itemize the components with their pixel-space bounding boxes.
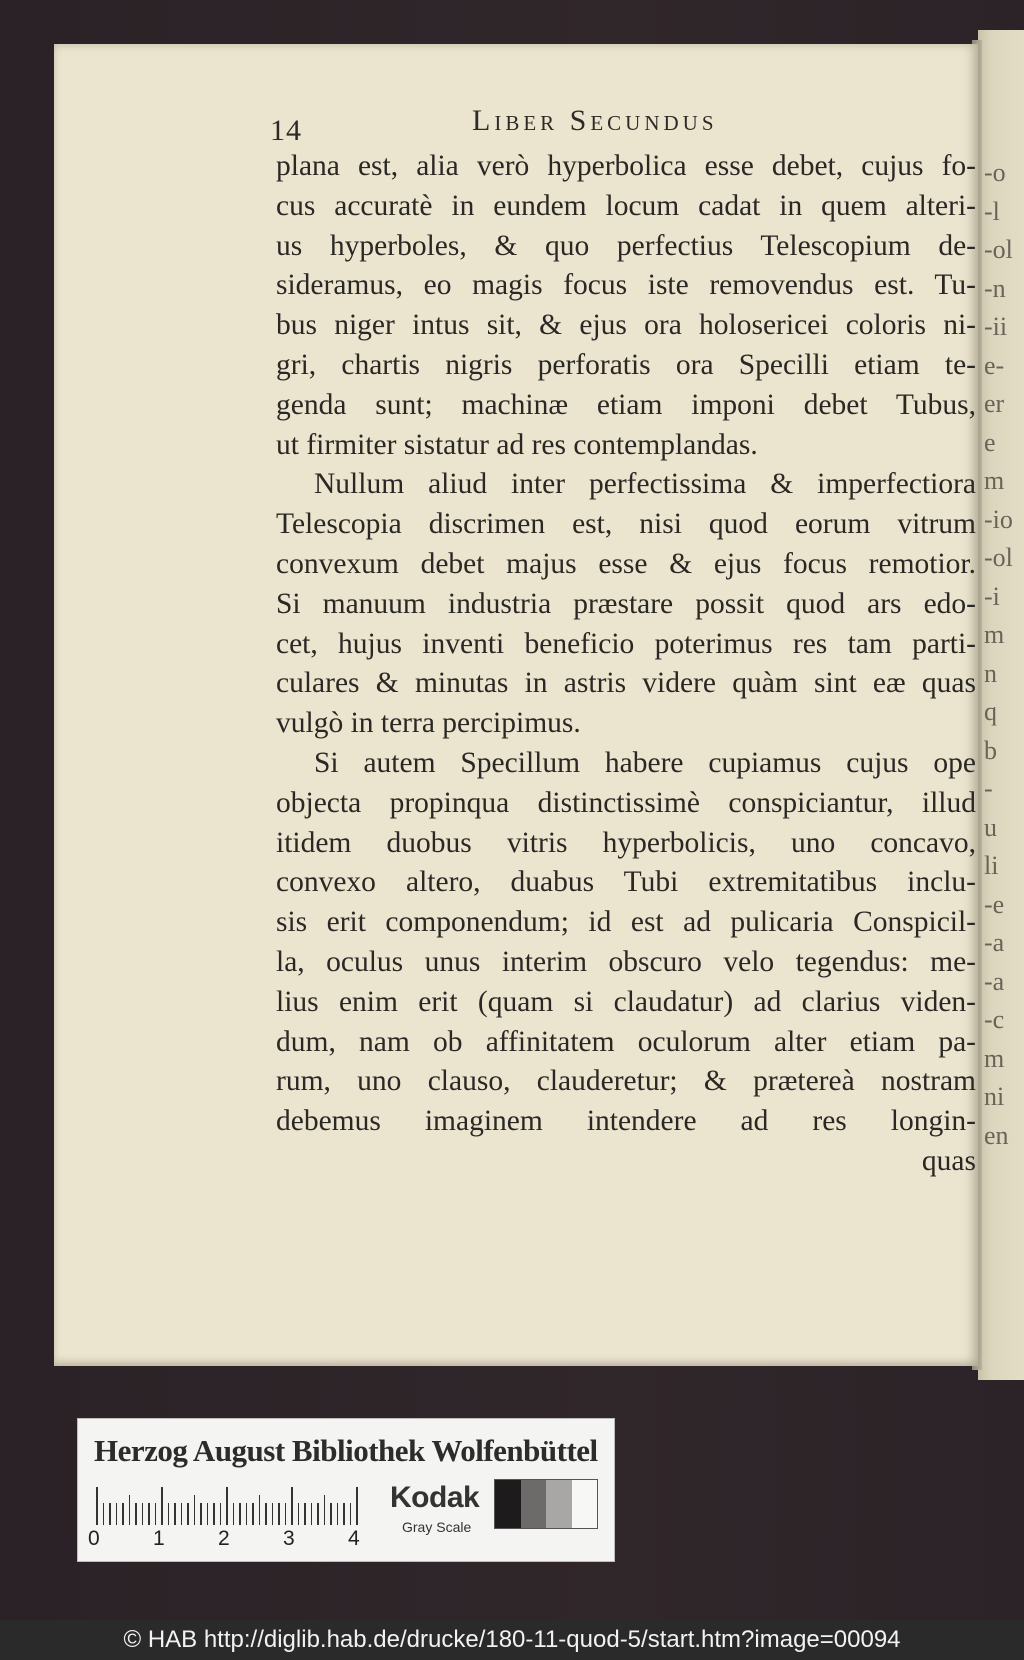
ruler-tick	[226, 1487, 228, 1525]
ruler-tick	[155, 1503, 157, 1525]
next-page-fragment: b	[984, 735, 997, 765]
ruler-tick	[109, 1503, 111, 1525]
next-page-fragment: -c	[984, 1005, 1005, 1034]
text-line: itidem duobus vitris hyperbolicis, uno concavo,	[276, 826, 976, 859]
page-number: 14	[270, 114, 302, 147]
ruler-tick	[220, 1503, 222, 1525]
ruler-number: 3	[283, 1527, 295, 1550]
ruler-tick	[265, 1503, 267, 1525]
text-line: rum, uno clauso, clauderetur; & prætereà nostram	[276, 1065, 976, 1098]
ruler-tick	[259, 1495, 261, 1525]
next-page-fragment: -	[984, 774, 993, 803]
next-page-edge	[978, 30, 1024, 1380]
ruler-tick	[343, 1503, 345, 1525]
ruler-tick	[317, 1503, 319, 1525]
next-page-fragment: -ol	[984, 235, 1013, 264]
next-page-fragment: -a	[984, 966, 1005, 996]
ruler-number: 2	[218, 1527, 230, 1550]
next-page-fragment: e-	[984, 350, 1005, 380]
ruler-tick	[96, 1487, 98, 1525]
ruler-tick	[103, 1503, 105, 1525]
text-line: debemus imaginem intendere ad res longin-	[276, 1105, 976, 1138]
text-line: lius enim erit (quam si claudatur) ad clarius viden-	[276, 985, 976, 1018]
ruler-tick	[285, 1503, 287, 1525]
text-line: dum, nam ob affinitatem oculorum alter etiam pa-	[276, 1025, 976, 1058]
ruler-tick	[233, 1503, 235, 1525]
ruler-tick	[194, 1495, 196, 1525]
next-page-fragment: m	[984, 620, 1005, 649]
ruler-tick	[311, 1503, 313, 1525]
library-name: Herzog August Bibliothek Wolfenbüttel	[94, 1433, 598, 1468]
ruler-tick	[278, 1503, 280, 1525]
text-line: Telescopia discrimen est, nisi quod eorum vitrum	[276, 508, 976, 541]
text-line: ut firmiter sistatur ad res contemplandas.	[276, 428, 758, 461]
ruler-scale	[96, 1485, 364, 1525]
footer-text[interactable]: © HAB http://diglib.hab.de/drucke/180-11-quod-5/start.htm?image=00094	[123, 1626, 901, 1653]
ruler-tick	[129, 1495, 131, 1525]
gray-scale-label: Gray Scale	[402, 1519, 472, 1535]
ruler-tick	[207, 1503, 209, 1525]
next-page-fragment: -i	[984, 581, 1000, 611]
next-page-fragment: u	[984, 812, 997, 842]
ruler-number: 4	[348, 1527, 360, 1550]
text-line: cet, hujus inventi beneficio poterimus res tam parti-	[276, 627, 976, 660]
body-text	[276, 147, 976, 1182]
next-page-fragment: er	[984, 389, 1005, 418]
text-line: gri, chartis nigris perforatis ora Specilli etiam te-	[276, 348, 976, 381]
next-page-fragment: -l	[984, 196, 1000, 226]
running-head: Liber Secundus	[472, 104, 718, 137]
text-line: sideramus, eo magis focus iste removendus est. Tu-	[276, 269, 976, 302]
text-line: sis erit componendum; id est ad pulicaria Conspicil-	[276, 906, 976, 939]
gray-swatch	[546, 1480, 572, 1528]
ruler-tick	[181, 1503, 183, 1525]
text-line: genda sunt; machinæ etiam imponi debet Tubus,	[276, 388, 976, 421]
ruler-tick	[142, 1503, 144, 1525]
ruler-tick	[272, 1503, 274, 1525]
ruler-tick	[291, 1487, 293, 1525]
text-line: plana est, alia verò hyperbolica esse debet, cujus fo-	[276, 150, 976, 182]
next-page-fragment: m	[984, 1043, 1005, 1073]
next-page-fragment: -e	[984, 889, 1005, 919]
next-page-fragment: n	[984, 658, 997, 688]
gray-swatch	[572, 1480, 598, 1528]
gray-swatch	[495, 1480, 521, 1528]
ruler-tick	[324, 1495, 326, 1525]
next-page-fragment: ni	[984, 1082, 1005, 1111]
text-line: convexo altero, duabus Tubi extremitatibus inclu-	[276, 866, 976, 899]
next-page-fragment: e	[984, 427, 996, 457]
ruler-tick	[135, 1503, 137, 1525]
next-page-fragment: -io	[984, 504, 1013, 534]
book-page	[54, 44, 978, 1366]
text-line: convexum debet majus esse & ejus focus remotior.	[276, 547, 976, 580]
ruler-number: 0	[88, 1527, 100, 1550]
ruler-number: 1	[153, 1527, 165, 1550]
ruler-tick	[350, 1503, 352, 1525]
ruler-tick	[213, 1503, 215, 1525]
gray-swatch	[521, 1480, 547, 1528]
next-page-fragment: m	[984, 466, 1005, 495]
ruler-tick	[298, 1503, 300, 1525]
ruler-tick	[239, 1503, 241, 1525]
text-line: bus niger intus sit, & ejus ora holosericei coloris ni-	[276, 309, 976, 342]
ruler-tick	[246, 1503, 248, 1525]
gray-scale-swatches	[494, 1479, 598, 1529]
ruler-tick	[200, 1503, 202, 1525]
color-calibration-card	[77, 1418, 615, 1562]
ruler-tick	[174, 1503, 176, 1525]
text-line: quas	[921, 1144, 976, 1177]
ruler-tick	[187, 1503, 189, 1525]
text-line: Si autem Specillum habere cupiamus cujus ope	[314, 746, 976, 779]
text-line: objecta propinqua distinctissimè conspiciantur, illud	[276, 786, 976, 819]
ruler-tick	[168, 1503, 170, 1525]
text-line: us hyperboles, & quo perfectius Telescopium de-	[276, 229, 976, 262]
next-page-fragment: en	[984, 1120, 1009, 1150]
ruler-tick	[304, 1503, 306, 1525]
next-page-fragment: -ii	[984, 312, 1008, 341]
kodak-logo: Kodak	[390, 1481, 480, 1514]
next-page-fragment: q	[984, 697, 997, 726]
text-line: culares & minutas in astris videre quàm sint eæ quas	[276, 667, 976, 700]
next-page-fragment: -o	[984, 158, 1006, 187]
ruler-tick	[330, 1503, 332, 1525]
ruler-tick	[148, 1503, 150, 1525]
ruler-tick	[122, 1503, 124, 1525]
ruler-tick	[337, 1503, 339, 1525]
text-line: Nullum aliud inter perfectissima & imperfectiora	[314, 468, 976, 501]
copyright-footer	[0, 1620, 1024, 1660]
text-line: vulgò in terra percipimus.	[276, 707, 581, 740]
text-line: Si manuum industria præstare possit quod ars edo-	[276, 587, 976, 620]
ruler-tick	[116, 1503, 118, 1525]
next-page-fragment: -n	[984, 273, 1006, 303]
ruler-tick	[252, 1503, 254, 1525]
next-page-fragment: -a	[984, 928, 1005, 957]
ruler-tick	[161, 1487, 163, 1525]
text-line: cus accuratè in eundem locum cadat in quem alteri-	[276, 189, 976, 222]
next-page-fragment: -ol	[984, 543, 1013, 572]
ruler-numbers	[88, 1527, 388, 1553]
text-line: la, oculus unus interim obscuro velo tegendus: me-	[276, 945, 976, 978]
ruler-tick	[356, 1487, 358, 1525]
next-page-fragment: li	[984, 851, 999, 880]
